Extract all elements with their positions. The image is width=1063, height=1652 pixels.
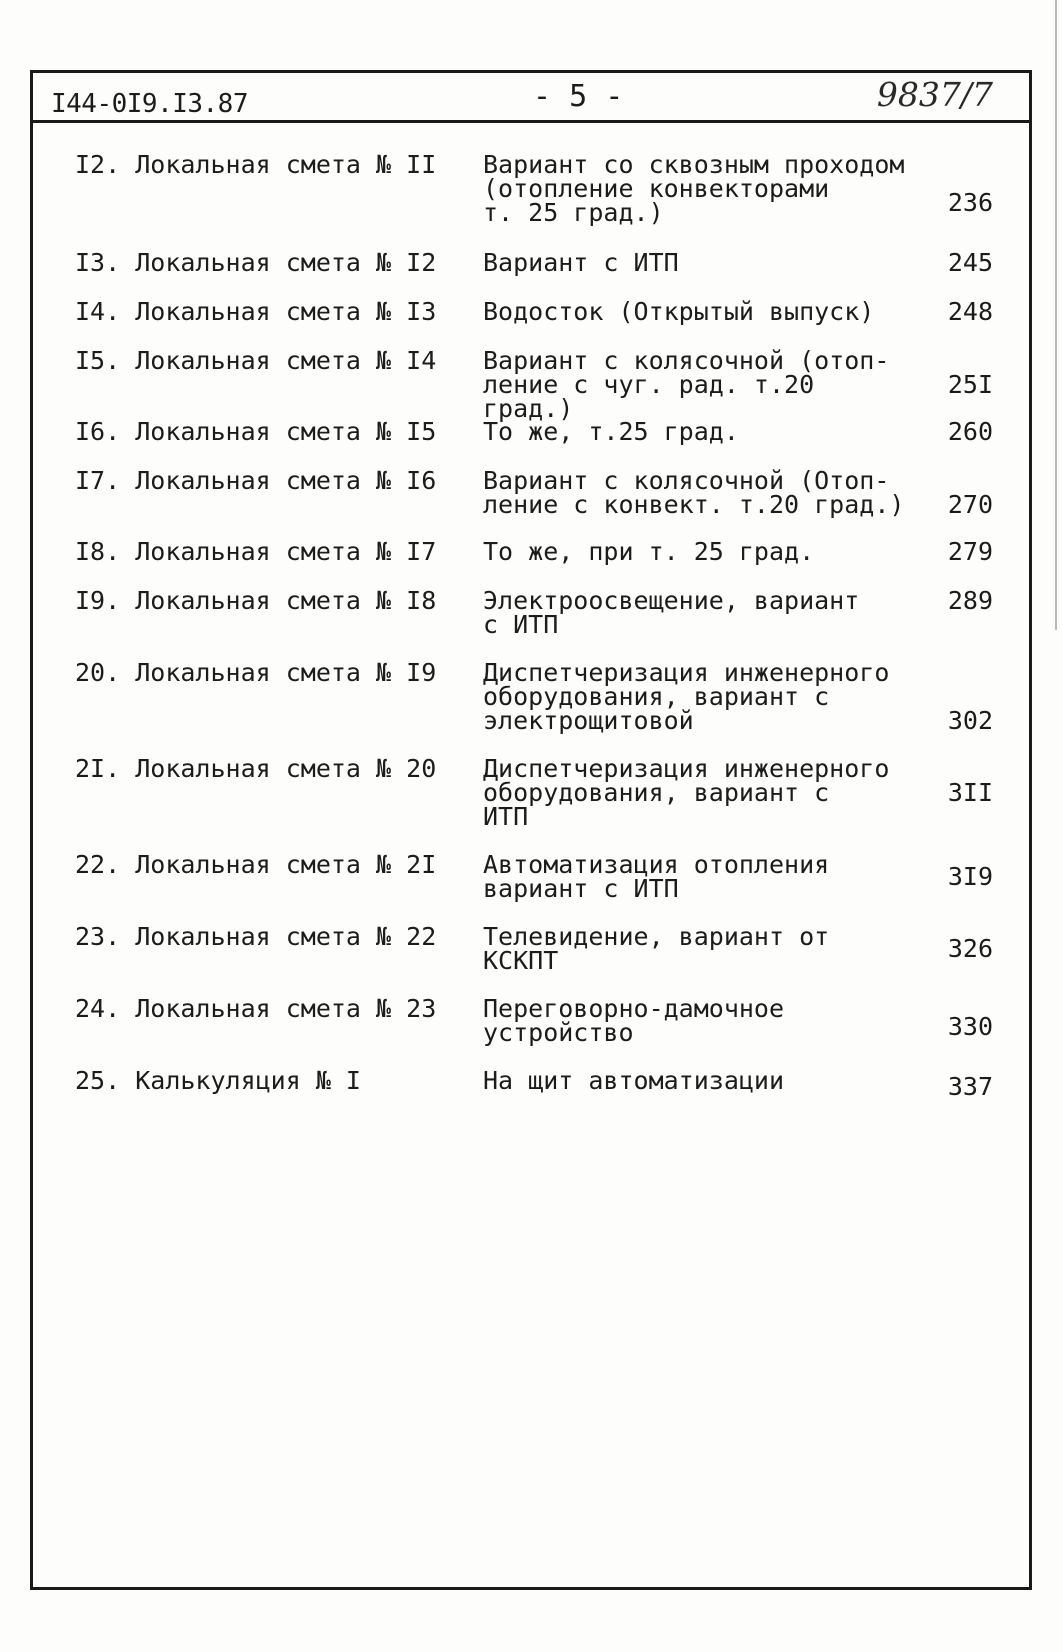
entry-number: 24. (75, 994, 121, 1023)
entry-title: Калькуляция № I (135, 1066, 361, 1095)
entry-description: Автоматизация отопления вариант с ИТП (483, 850, 830, 903)
entry-title: Локальная смета № I3 (135, 297, 437, 326)
entry-page: 330 (947, 1012, 993, 1041)
entry-page: 337 (947, 1072, 993, 1101)
entry-number: 2I. (75, 754, 121, 783)
entry-title: Локальная смета № 2I (135, 850, 437, 879)
entry-number: 25. (75, 1066, 121, 1095)
entry-description: Электроосвещение, вариант с ИТП (483, 586, 860, 639)
entry-label (75, 586, 437, 615)
entry-description: Телевидение, вариант от КСКПТ (483, 922, 830, 975)
entry-number: 22. (75, 850, 121, 879)
entry-label (75, 417, 437, 446)
document-code: I44-0I9.I3.87 (51, 89, 248, 119)
entry-title: Локальная смета № I2 (135, 248, 437, 277)
entry-description: То же, т.25 град. (483, 417, 739, 446)
entry-label (75, 346, 437, 375)
entry-label (75, 754, 437, 783)
entry-page: 260 (947, 417, 993, 446)
entry-number: I4. (75, 297, 121, 326)
entry-page: 3II (947, 778, 993, 807)
page-header (33, 73, 1029, 123)
entry-description: Вариант со сквозным проходом (отопление конвекторами т. 25 град.) (483, 150, 905, 227)
entry-number: I6. (75, 417, 121, 446)
entry-description: То же, при т. 25 град. (483, 537, 815, 566)
entry-label (75, 1066, 361, 1095)
entry-title: Локальная смета № I5 (135, 417, 437, 446)
entry-page: 270 (947, 490, 993, 519)
entry-number: I8. (75, 537, 121, 566)
entry-page: 279 (947, 537, 993, 566)
entry-title: Локальная смета № I4 (135, 346, 437, 375)
entry-number: I3. (75, 248, 121, 277)
entry-label (75, 658, 437, 687)
entry-label (75, 150, 437, 179)
entry-page: 326 (947, 934, 993, 963)
entry-number: I9. (75, 586, 121, 615)
entry-label (75, 850, 437, 879)
entry-title: Локальная смета № I9 (135, 658, 437, 687)
entry-description: Вариант с колясочной (Отоп- ление с конвект. т.20 град.) (483, 466, 905, 519)
entry-number: I2. (75, 150, 121, 179)
entry-page: 248 (947, 297, 993, 326)
entry-page: 245 (947, 248, 993, 277)
entry-description: Вариант с ИТП (483, 248, 679, 277)
entry-description: На щит автоматизации (483, 1066, 785, 1095)
entry-title: Локальная смета № I6 (135, 466, 437, 495)
entry-number: I7. (75, 466, 121, 495)
entry-title: Локальная смета № I7 (135, 537, 437, 566)
entry-title: Локальная смета № 22 (135, 922, 437, 951)
entry-page: 289 (947, 586, 993, 615)
entry-page: 3I9 (947, 862, 993, 891)
entry-description: Диспетчеризация инженерного оборудования, вариант с ИТП (483, 754, 890, 831)
entry-description: Диспетчеризация инженерного оборудования, вариант с электрощитовой (483, 658, 890, 735)
document-sheet (30, 70, 1032, 1590)
entry-number: 23. (75, 922, 121, 951)
entry-title: Локальная смета № 20 (135, 754, 437, 783)
entry-page: 302 (947, 706, 993, 735)
entry-label (75, 994, 437, 1023)
entry-page: 236 (947, 188, 993, 217)
entry-label (75, 537, 437, 566)
page-number: - 5 - (533, 79, 624, 114)
entry-label (75, 248, 437, 277)
entry-description: Вариант с колясочной (отоп- ление с чуг. рад. т.20 град.) (483, 346, 890, 423)
entry-title: Локальная смета № II (135, 150, 437, 179)
entry-description: Переговорно-дамочное устройство (483, 994, 785, 1047)
entry-label (75, 466, 437, 495)
entry-title: Локальная смета № I8 (135, 586, 437, 615)
entry-page: 25I (947, 370, 993, 399)
handwritten-number: 9837/7 (876, 75, 993, 114)
scan-edge-line (1055, 0, 1057, 630)
entry-title: Локальная смета № 23 (135, 994, 437, 1023)
entry-number: I5. (75, 346, 121, 375)
entry-label (75, 297, 437, 326)
entry-label (75, 922, 437, 951)
entry-description: Водосток (Открытый выпуск) (483, 297, 875, 326)
entry-number: 20. (75, 658, 121, 687)
